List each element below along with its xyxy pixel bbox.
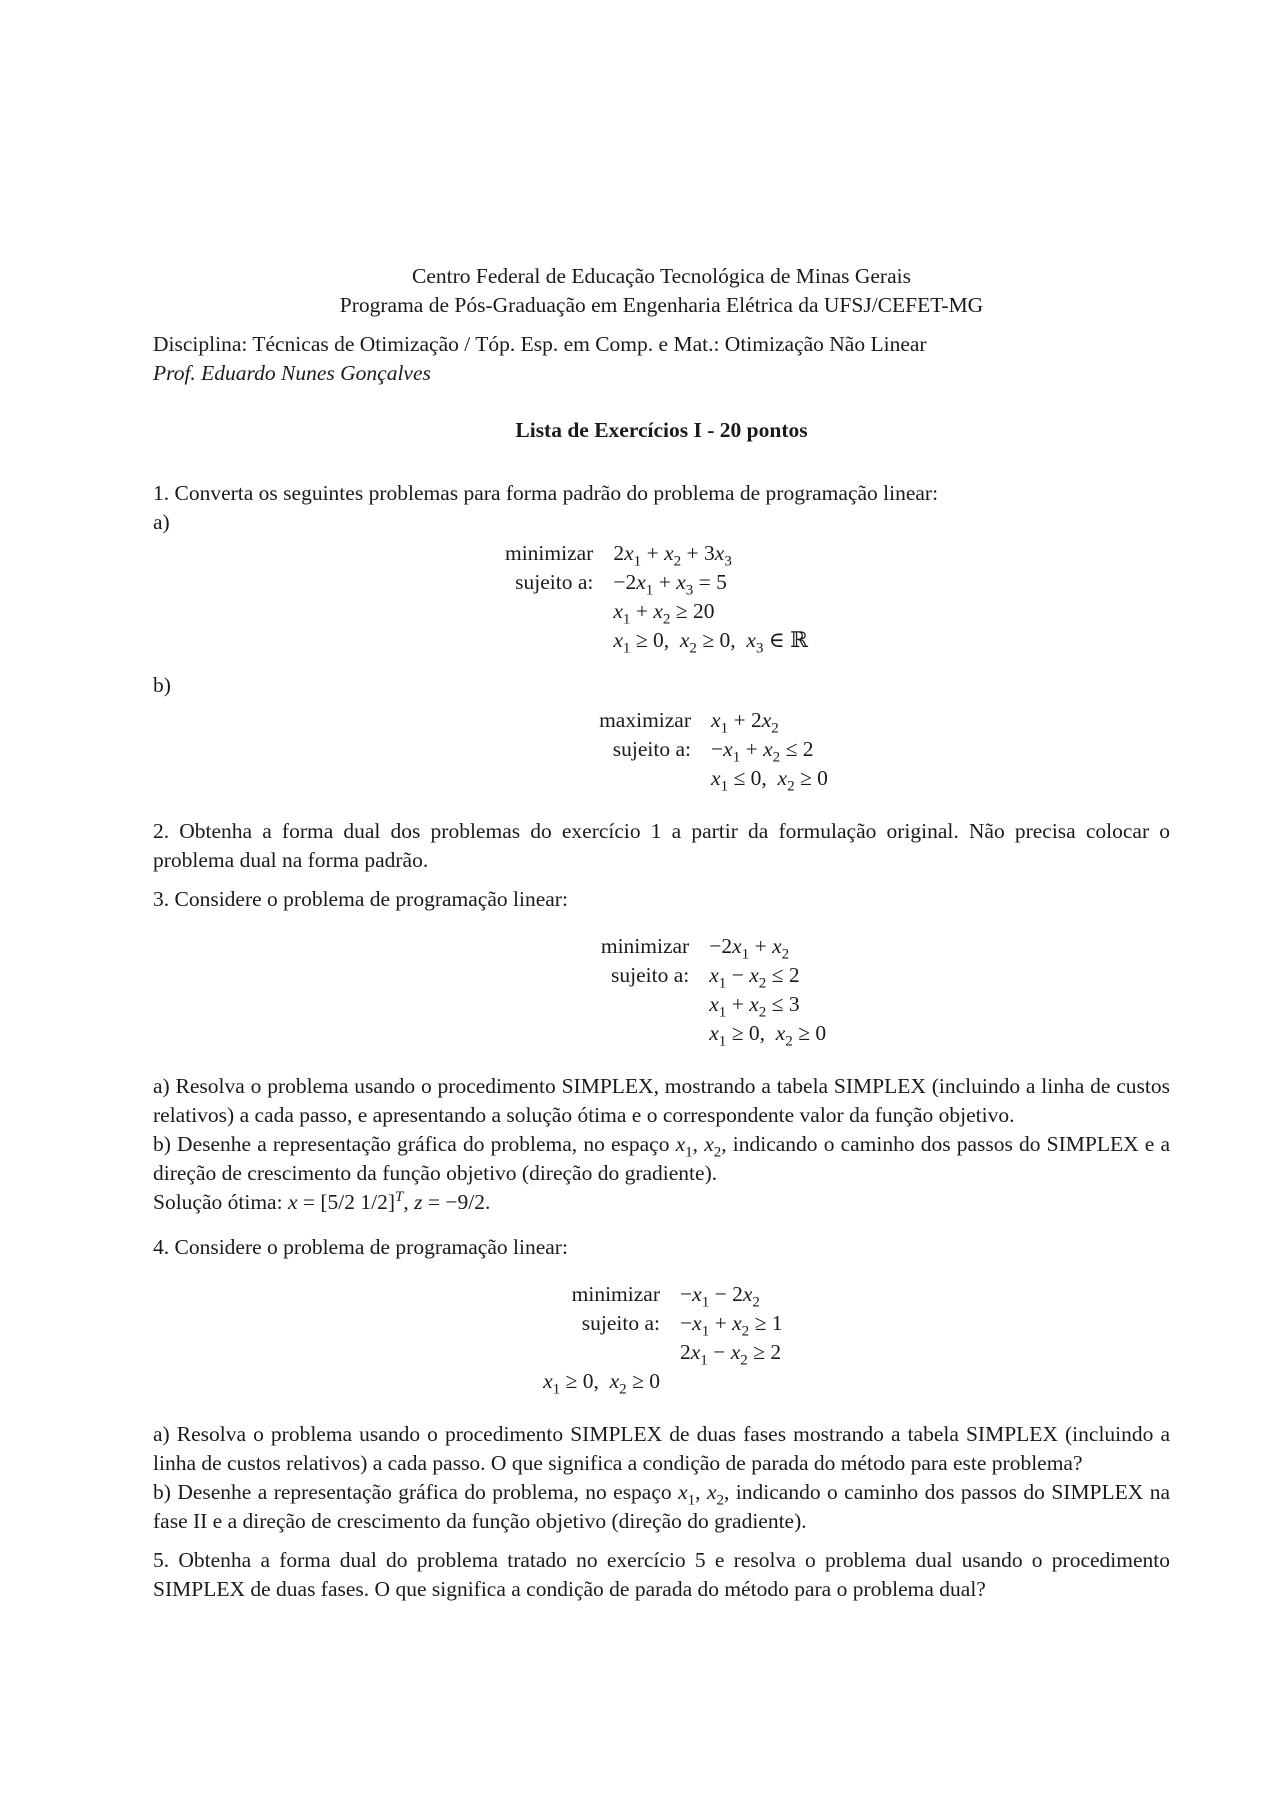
exercise-4b: b) Desenhe a representação gráfica do problema, no espaço $x_1$, $x_2$, indicando o caminho dos passos do SIMPLEX na fase II e a direção de crescimento da função objetivo (direção do gradiente). xyxy=(153,1480,1171,1533)
exercise-1a-label: a) xyxy=(153,510,170,534)
professor-line: Prof. Eduardo Nunes Gonçalves xyxy=(153,361,431,385)
exercise-5: 5. Obtenha a forma dual do problema tratado no exercício 5 e resolva o problema dual usando o procedimento SIMPLEX de duas fases. O que significa a condição de parada do método para o problema dual? xyxy=(153,1548,1170,1601)
objective-expression: $2x_1 + x_2 + 3x_3$ xyxy=(613,541,732,570)
exercise-3-statement: 3. Considere o problema de programação linear: xyxy=(153,887,568,911)
exercise-1 xyxy=(153,479,1170,793)
constraint: $-2x_1 + x_3 = 5$ xyxy=(613,570,727,599)
objective-expression: $-2x_1 + x_2$ xyxy=(709,934,790,963)
institution-header: Centro Federal de Educação Tecnológica de Minas Gerais xyxy=(412,264,911,288)
constraint: $x_1 + x_2 \le 3$ xyxy=(709,992,800,1021)
constraint: $x_1 - x_2 \le 2$ xyxy=(709,963,800,992)
variable-bounds: $x_1 \le 0$, $x_2 \ge 0$ xyxy=(711,766,828,795)
exercise-4-problem: minimizar $-x_1 - 2x_2$ sujeito a: $-x_1 + x_2 \ge 1$ $2x_1 - x_2 \ge 2$ $x_1 \ge 0$, $x_2 \ge 0$ xyxy=(500,1280,1170,1396)
exercise-1b-problem: maximizar $x_1 + 2x_2$ sujeito a: $-x_1 + x_2 \le 2$ $x_1 \le 0$, $x_2 \ge 0$ xyxy=(599,708,828,795)
program-header: Programa de Pós-Graduação em Engenharia Elétrica da UFSJ/CEFET-MG xyxy=(339,293,984,317)
variable-bounds: $x_1 \ge 0$, $x_2 \ge 0$, $x_3$ ∈ ℝ xyxy=(613,628,809,657)
objective-expression: $-x_1 - 2x_2$ xyxy=(680,1282,760,1311)
exercise-4 xyxy=(153,1233,1170,1536)
constraint: $x_1 + x_2 \ge 20$ xyxy=(613,599,715,628)
discipline-line: Disciplina: Técnicas de Otimização / Tóp. Esp. em Comp. e Mat.: Otimização Não Linear xyxy=(153,332,927,356)
exercise-3b: b) Desenhe a representação gráfica do problema, no espaço $x_1$, $x_2$, indicando o caminho dos passos do SIMPLEX e a direção de crescimento da função objetivo (direção do gradiente). xyxy=(153,1132,1170,1185)
constraint: $-x_1 + x_2 \le 2$ xyxy=(711,737,814,766)
variable-bounds: $x_1 \ge 0$, $x_2 \ge 0$ xyxy=(543,1369,660,1398)
constraint: $2x_1 - x_2 \ge 2$ xyxy=(680,1340,782,1369)
constraint: $-x_1 + x_2 \ge 1$ xyxy=(680,1311,783,1340)
exercise-1a-problem: minimizar $2x_1 + x_2 + 3x_3$ sujeito a: $-2x_1 + x_3 = 5$ $x_1 + x_2 \ge 20$ $x_1 \ge 0$, $x_2 \ge 0$, $x_3$ ∈ ℝ xyxy=(504,541,809,657)
page-title: Lista de Exercícios I - 20 pontos xyxy=(515,418,808,442)
exercise-3a: a) Resolva o problema usando o procedimento SIMPLEX, mostrando a tabela SIMPLEX (incluindo a linha de custos relativos) a cada passo, e apresentando a solução ótima e o correspondente valor da função objetivo. xyxy=(153,1074,1170,1127)
exercise-1b-label: b) xyxy=(153,673,171,697)
document-page xyxy=(153,262,1170,1604)
exercise-3 xyxy=(153,885,1170,1217)
objective-expression: $x_1 + 2x_2$ xyxy=(711,708,779,737)
exercise-4a: a) Resolva o problema usando o procedimento SIMPLEX de duas fases mostrando a tabela SIMPLEX (incluindo a linha de custos relativos) a cada passo. O que significa a condição de parada do método para este problema? xyxy=(153,1422,1170,1475)
exercise-3-problem: minimizar $-2x_1 + x_2$ sujeito a: $x_1 - x_2 \le 2$ $x_1 + x_2 \le 3$ $x_1 \ge 0$, $x_2 \ge 0$ xyxy=(600,934,827,1050)
exercise-3-solution: Solução ótima: x = [5/2 1/2]$^T$, z = −9/2. xyxy=(153,1188,491,1214)
variable-bounds: $x_1 \ge 0$, $x_2 \ge 0$ xyxy=(709,1021,827,1050)
exercise-2: 2. Obtenha a forma dual dos problemas do exercício 1 a partir da formulação original. Não precisa colocar o problema dual na forma padrão. xyxy=(153,819,1170,872)
exercise-4-statement: 4. Considere o problema de programação linear: xyxy=(153,1235,568,1259)
exercise-1-statement: 1. Converta os seguintes problemas para forma padrão do problema de programação linear: xyxy=(153,481,939,505)
